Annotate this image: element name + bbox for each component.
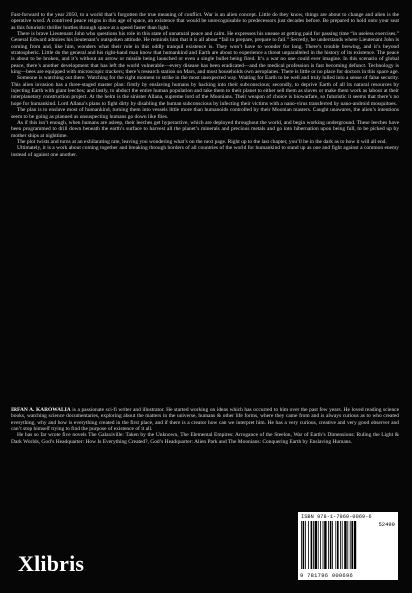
barcode-bar bbox=[323, 521, 324, 569]
barcode-bar bbox=[335, 521, 336, 569]
barcode-bar bbox=[340, 521, 341, 569]
barcode-bar bbox=[320, 521, 321, 569]
barcode-bar bbox=[342, 521, 343, 569]
book-blurb bbox=[11, 12, 399, 158]
barcode-bar bbox=[311, 521, 313, 569]
author-bio-paragraph bbox=[11, 407, 399, 432]
barcode-bar bbox=[354, 521, 356, 569]
isbn-barcode bbox=[298, 512, 398, 580]
blurb-paragraph: Fast-forward to the year 2050, to a world that’s forgotten the true meaning of conflict. War is an alien concept. Little do they know, things are about to change and alien is the operative word. A contrived peace reigns in this age of space, an existence that would be unrecognisable to predecessors just decades before. Be prepared to hold onto your seat as this futuristic thriller hurtles through space at a speed faster than light. bbox=[11, 12, 399, 31]
author-name: IRFAN A. KAROWALIA bbox=[11, 407, 71, 413]
author-novels-paragraph: He has so far wrote five novels The Galaxiville: Taken by the Unknown, The Elemental Empires: Arrogance of the Steelon, War of Earth’s Dimensions: Ruling the Light & Dark Worlds, God’s Headquarter: How Is Everything Created?, God’s Headquarter: Alien Park and The Moonians: Conquering Earth by Enslaving Humans. bbox=[11, 432, 399, 445]
barcode-bar bbox=[330, 521, 332, 569]
blurb-paragraph: Ultimately, it is a work about coming together and breaking through borders of all countries of the world for humankind to stand up as one and fight against a common enemy instead of against one another. bbox=[11, 145, 399, 158]
blurb-paragraph: The plot twists and turns at an exhilarating rate, leaving you wondering what’s on the next page. Right up to the last chapter, you’ll be in the dark as to how it will all end. bbox=[17, 138, 387, 145]
barcode-bar bbox=[305, 521, 306, 569]
blurb-paragraph: There is brave Lieutenant John who questions his role in this state of unnatural peace and calm. He expresses his unease at getting paid for passing time “in useless exercises.” General Edward admires his lieutenant’s outspoken attitude. He reminds him that it is all about “fail to prepare, prepare to fail.” Secretly, he understands where Lieutenant John is coming from and, like him, wonders what their role in this oddly tranquil existence is. They won’t have to wonder for long. There’s trouble brewing, and it’s beyond stratospheric. Little do the general and his right-hand man know that humankind and Earth are about to experience a threat unparalleled in the history of its existence. The peace is about to be broken, and it’s without an arrow or missile being launched or even a single bullet being fired. It’s a war no one could ever imagine. In this scenario of global peace, there’s another development that has left the world vulnerable—every disease has been eradicated—and the medical profession is fast becoming defunct. Technology is king—bees are equipped with microscopic trackers; there’s research station on Mars, and most households own aeroplanes. There is little or no place for doctors in this space age. bbox=[11, 31, 399, 76]
barcode-bar bbox=[324, 521, 326, 569]
author-bio-text: is a passionate sci-fi writer and illustrator. He started working on ideas which has occurred to him over the past few years. He loved reading science books, watching science documentaries, exploring about the matters in the universe, humans & other life forms, where they came from and is always curious as to who created everything, why and how is everything created in the first place, and if there is a creator how can we interpret him. He has a very curious, creative and very good observer and can’t stop himself trying to find the purpose of existence of it all. bbox=[11, 407, 399, 433]
barcode-bar bbox=[328, 521, 329, 569]
barcode-bar bbox=[351, 521, 353, 569]
blurb-paragraph: As if this isn’t enough, when humans are asleep, their leeches get hyperactive, which are deployed throughout the world, and begin working underground. These leeches have been programmed to drill down beneath the earth’s surface to harvest all the planet’s minerals and precious metals and go into hibernation upon being full, to be picked up by mother ships at nighttime. bbox=[11, 119, 399, 139]
isbn-label: ISBN 978-1-7960-0069-6 bbox=[301, 514, 372, 520]
barcode-bar bbox=[318, 521, 319, 569]
barcode-bar bbox=[344, 521, 346, 569]
blurb-paragraph: Someone is watching out there. Watching for the right moment to strike in the most unexpected way. Waiting for Earth to be well and truly lulled into a sense of false security. This alien invasion has a three-staged master plan: firstly by enslaving humans by hacking into their subconscious; secondly, to deprive Earth of all its natural resources by injecting Earth with giant leeches; and lastly, to abduct the entire human population and take them to their planet to either sell them as slaves or make them work as labour at their interplanetary construction project. At the helm is the sinister Allana, supreme lord of the Moonians. Their weapon of choice is biowarfare, so futuristic it seems that there’s no hope for humankind. Lord Allana’s plans to fight dirty by disabling the human subconscious by infecting their victims with a nano-virus transferred by nano-android mosquitoes. bbox=[11, 75, 399, 107]
barcode-bar bbox=[332, 521, 333, 569]
publisher-logo: Xlibris bbox=[18, 551, 85, 576]
blurb-paragraph: The plan is to enslave most of humankind, turning them into vessels little more than humanoids controlled by their Moonian masters. Caught unawares, the alien’s intentions seem to be going as planned as unsuspecting humans go down like flies. bbox=[11, 107, 399, 120]
barcode-bars bbox=[301, 521, 371, 571]
barcode-bar bbox=[315, 521, 317, 569]
barcode-bar bbox=[308, 521, 309, 569]
barcode-bar bbox=[347, 521, 348, 569]
author-bio bbox=[11, 407, 399, 445]
barcode-bar bbox=[350, 521, 351, 569]
price-code: 52499 bbox=[378, 521, 395, 528]
barcode-bar bbox=[313, 521, 314, 569]
barcode-bar bbox=[303, 521, 305, 569]
barcode-bar bbox=[337, 521, 339, 569]
barcode-bar bbox=[301, 521, 302, 569]
ean-digits: 9 781796 000696 bbox=[300, 573, 354, 579]
